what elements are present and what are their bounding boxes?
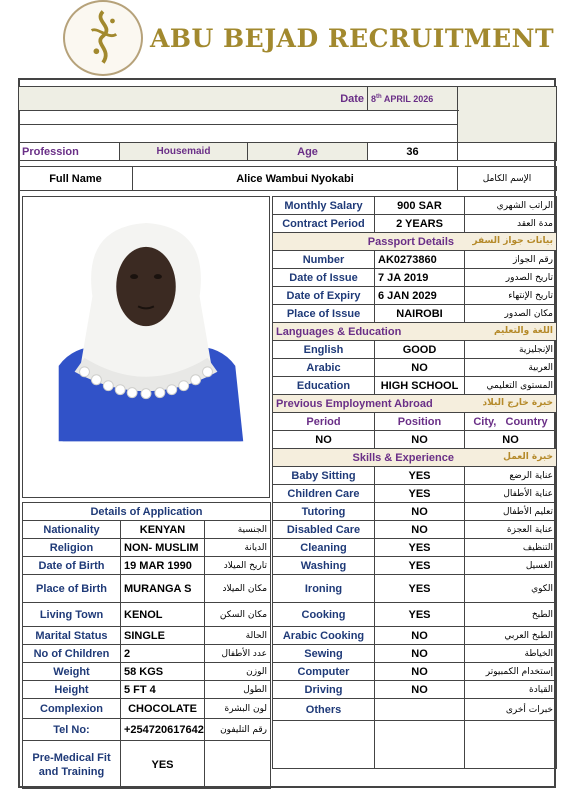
full-name-value: Alice Wambui Nyokabi bbox=[133, 167, 458, 191]
skill-value: YES bbox=[375, 603, 465, 627]
app-label-ar: مكان السكن bbox=[205, 603, 271, 627]
skill-label: Disabled Care bbox=[273, 521, 375, 539]
app-label-ar: الديانة bbox=[205, 539, 271, 557]
skill-label: Ironing bbox=[273, 575, 375, 603]
app-label: Living Town bbox=[23, 603, 121, 627]
app-value: 5 FT 4 bbox=[121, 681, 205, 699]
app-value: 58 KGS bbox=[121, 663, 205, 681]
skill-value: YES bbox=[375, 575, 465, 603]
application-title: Details of Application bbox=[23, 503, 271, 521]
expiry-date-label-ar: تاريخ الإنتهاء bbox=[465, 287, 557, 305]
education-label: Education bbox=[273, 377, 375, 395]
profession-value: Housemaid bbox=[120, 143, 248, 161]
passport-number-label: Number bbox=[273, 251, 375, 269]
skill-value: YES bbox=[375, 557, 465, 575]
english-label: English bbox=[273, 341, 375, 359]
expiry-date-label: Date of Expiry bbox=[273, 287, 375, 305]
passport-section-header: Passport Details بيانات جواز السفر bbox=[273, 233, 557, 251]
page-header bbox=[0, 0, 576, 78]
app-label: No of Children bbox=[23, 645, 121, 663]
issue-date-value: 7 JA 2019 bbox=[375, 269, 465, 287]
issue-date-label: Date of Issue bbox=[273, 269, 375, 287]
company-logo bbox=[63, 0, 143, 76]
skill-label: Computer bbox=[273, 663, 375, 681]
app-label-ar: الطول bbox=[205, 681, 271, 699]
skill-label-ar: الطبخ bbox=[465, 603, 557, 627]
skill-label: Tutoring bbox=[273, 503, 375, 521]
date-label: Date bbox=[296, 87, 368, 111]
premedical-label: Pre-Medical Fit and Training bbox=[23, 741, 121, 789]
skill-label-ar: التنظيف bbox=[465, 539, 557, 557]
app-label: Marital Status bbox=[23, 627, 121, 645]
app-label-ar: رقم التليفون bbox=[205, 719, 271, 741]
app-value: 19 MAR 1990 bbox=[121, 557, 205, 575]
skill-label-ar: عناية الرضع bbox=[465, 467, 557, 485]
app-label: Date of Birth bbox=[23, 557, 121, 575]
skill-label-ar: الخياطة bbox=[465, 645, 557, 663]
age-value: 36 bbox=[368, 143, 458, 161]
english-value: GOOD bbox=[375, 341, 465, 359]
skill-label-ar: القيادة bbox=[465, 681, 557, 699]
skill-value: NO bbox=[375, 681, 465, 699]
skill-value: YES bbox=[375, 539, 465, 557]
employment-position-value: NO bbox=[375, 431, 465, 449]
skill-label: Others bbox=[273, 699, 375, 721]
languages-section-header: Languages & Education اللغة والتعليم bbox=[273, 323, 557, 341]
app-label-ar: عدد الأطفال bbox=[205, 645, 271, 663]
app-value: MURANGA S bbox=[121, 575, 205, 603]
app-value: KENOL bbox=[121, 603, 205, 627]
application-details-table bbox=[22, 502, 271, 789]
profession-label: Profession bbox=[19, 143, 120, 161]
app-label: Height bbox=[23, 681, 121, 699]
employment-city-value: NO bbox=[465, 431, 557, 449]
skill-label: Cooking bbox=[273, 603, 375, 627]
skill-value bbox=[375, 699, 465, 721]
right-details-table bbox=[272, 196, 557, 769]
skills-section-header: Skills & Experience خبرة العمل bbox=[273, 449, 557, 467]
skill-value: NO bbox=[375, 645, 465, 663]
skill-label: Children Care bbox=[273, 485, 375, 503]
salary-label: Monthly Salary bbox=[273, 197, 375, 215]
skill-label: Driving bbox=[273, 681, 375, 699]
contract-period-label-ar: مدة العقد bbox=[465, 215, 557, 233]
app-label: Complexion bbox=[23, 699, 121, 719]
full-name-label-ar: الإسم الكامل bbox=[458, 167, 557, 191]
app-label: Place of Birth bbox=[23, 575, 121, 603]
app-label-ar: مكان الميلاد bbox=[205, 575, 271, 603]
app-value: CHOCOLATE bbox=[121, 699, 205, 719]
passport-number-label-ar: رقم الجواز bbox=[465, 251, 557, 269]
app-label-ar: لون البشرة bbox=[205, 699, 271, 719]
employment-period-header: Period bbox=[273, 413, 375, 431]
employment-period-value: NO bbox=[273, 431, 375, 449]
contract-period-value: 2 YEARS bbox=[375, 215, 465, 233]
skill-value: NO bbox=[375, 627, 465, 645]
skill-value: YES bbox=[375, 485, 465, 503]
skill-label: Washing bbox=[273, 557, 375, 575]
employment-position-header: Position bbox=[375, 413, 465, 431]
app-value: +254720617642 bbox=[121, 719, 205, 741]
salary-label-ar: الراتب الشهري bbox=[465, 197, 557, 215]
skill-label: Baby Sitting bbox=[273, 467, 375, 485]
app-label: Religion bbox=[23, 539, 121, 557]
skill-value: YES bbox=[375, 467, 465, 485]
skill-label-ar: الغسيل bbox=[465, 557, 557, 575]
app-label-ar: تاريخ الميلاد bbox=[205, 557, 271, 575]
app-label-ar: الجنسية bbox=[205, 521, 271, 539]
skill-label-ar: تعليم الأطفال bbox=[465, 503, 557, 521]
skill-label-ar: خبرات أخرى bbox=[465, 699, 557, 721]
employment-city-header: City, Country bbox=[465, 413, 557, 431]
issue-place-label-ar: مكان الصدور bbox=[465, 305, 557, 323]
app-label-ar: الحالة bbox=[205, 627, 271, 645]
premedical-value: YES bbox=[121, 741, 205, 789]
top-info-table bbox=[18, 86, 557, 161]
app-label-ar: الوزن bbox=[205, 663, 271, 681]
issue-date-label-ar: تاريخ الصدور bbox=[465, 269, 557, 287]
skill-label-ar: عناية الأطفال bbox=[465, 485, 557, 503]
arabic-value: NO bbox=[375, 359, 465, 377]
arabic-label-ar: العربية bbox=[465, 359, 557, 377]
app-value: KENYAN bbox=[121, 521, 205, 539]
skill-label: Cleaning bbox=[273, 539, 375, 557]
skill-label: Sewing bbox=[273, 645, 375, 663]
app-label: Weight bbox=[23, 663, 121, 681]
age-label: Age bbox=[248, 143, 368, 161]
candidate-photo bbox=[22, 196, 270, 498]
skill-value: NO bbox=[375, 521, 465, 539]
full-name-label: Full Name bbox=[19, 167, 133, 191]
skill-label-ar: إستخدام الكمبيوتر bbox=[465, 663, 557, 681]
passport-number-value: AK0273860 bbox=[375, 251, 465, 269]
issue-place-value: NAIROBI bbox=[375, 305, 465, 323]
app-label: Nationality bbox=[23, 521, 121, 539]
skill-label-ar: عناية العجزة bbox=[465, 521, 557, 539]
skill-label-ar: الكوي bbox=[465, 575, 557, 603]
english-label-ar: الإنجليزية bbox=[465, 341, 557, 359]
arabic-label: Arabic bbox=[273, 359, 375, 377]
employment-section-header: Previous Employment Abroad خبرة خارج البلاد bbox=[273, 395, 557, 413]
education-value: HIGH SCHOOL bbox=[375, 377, 465, 395]
issue-place-label: Place of Issue bbox=[273, 305, 375, 323]
skill-value: NO bbox=[375, 663, 465, 681]
app-value: NON- MUSLIM bbox=[121, 539, 205, 557]
skill-label-ar: الطبخ العربي bbox=[465, 627, 557, 645]
app-value: 2 bbox=[121, 645, 205, 663]
app-value: SINGLE bbox=[121, 627, 205, 645]
education-label-ar: المستوى التعليمي bbox=[465, 377, 557, 395]
app-label: Tel No: bbox=[23, 719, 121, 741]
skill-value: NO bbox=[375, 503, 465, 521]
skill-label: Arabic Cooking bbox=[273, 627, 375, 645]
contract-period-label: Contract Period bbox=[273, 215, 375, 233]
company-name: ABU BEJAD RECRUITMENT bbox=[150, 24, 555, 53]
date-value: 8th APRIL 2026 bbox=[368, 87, 458, 111]
full-name-table bbox=[18, 166, 557, 191]
salary-value: 900 SAR bbox=[375, 197, 465, 215]
expiry-date-value: 6 JAN 2029 bbox=[375, 287, 465, 305]
